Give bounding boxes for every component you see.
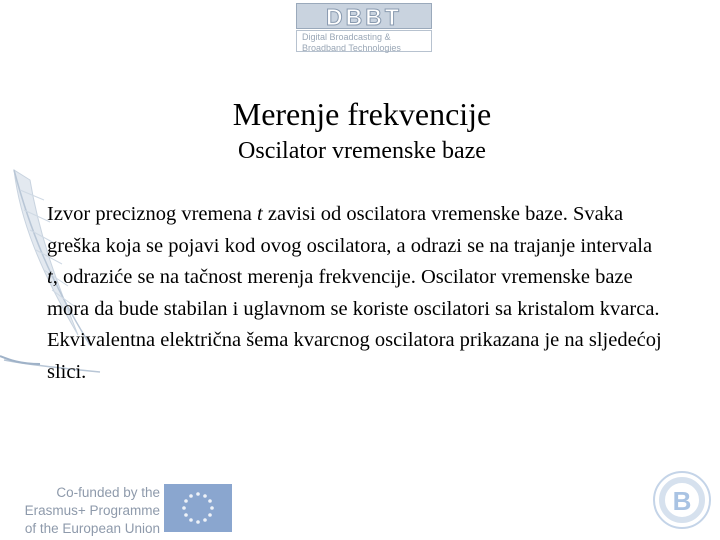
eu-line-1: Co-funded by the — [56, 485, 160, 500]
body-part-1: Izvor preciznog vremena — [47, 203, 258, 225]
eu-line-2: Erasmus+ Programme — [24, 503, 160, 518]
dbbt-logo — [296, 3, 432, 53]
logo-line-1: Digital Broadcasting & — [302, 32, 391, 42]
page-title: Merenje frekvencije — [232, 96, 492, 132]
university-badge-icon — [652, 470, 712, 530]
body-part-3: , odraziće se na tačnost merenja frekvencije. Oscilator vremenske baze mora da bude stabilan i uglavnom se koriste oscilatori sa kristalom kvarca. Ekvivalentna električna šema kvarcnog oscilatora prikazana je na sljedećoj slici. — [47, 266, 662, 383]
logo-name: DBBT — [326, 4, 402, 30]
body-paragraph — [47, 199, 667, 388]
body-var-t-2: t — [47, 266, 53, 288]
logo-line-2: Broadband Technologies — [302, 43, 401, 53]
eu-flag-icon — [164, 484, 232, 532]
page-subtitle: Oscilator vremenske baze — [238, 138, 486, 164]
body-part-2: zavisi od oscilatora vremenske baze. Svaka greška koja se pojavi kod ovog oscilatora, a odrazi se na trajanje intervala — [47, 203, 653, 257]
svg-text:B: B — [672, 486, 692, 516]
body-var-t-1: t — [257, 203, 263, 225]
eu-line-3: of the European Union — [24, 521, 160, 536]
